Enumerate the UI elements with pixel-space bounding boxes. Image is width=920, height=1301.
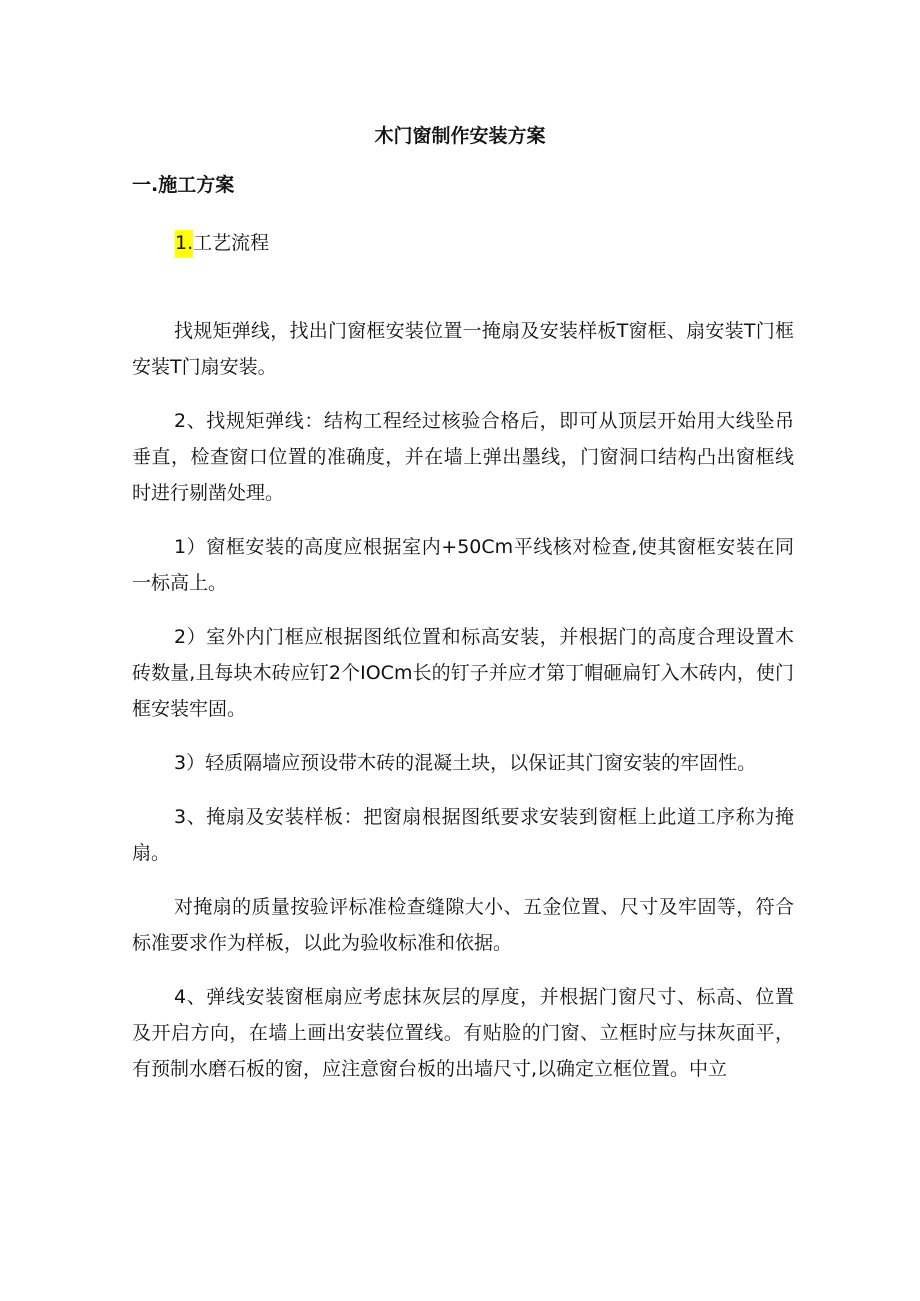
paragraph-snap-line-installation: 4、弹线安装窗框扇应考虑抹灰层的厚度，并根据门窗尺寸、标高、位置及开启方向，在墙上画出安装位置线。有贴脸的门窗、立框时应与抹灰面平，有预制水磨石板的窗，应注意窗台板的出墙尺寸,以确定立框位置。中立 [132, 986, 794, 1080]
paragraph-sash-quality-check: 对掩扇的质量按验评标准检查缝隙大小、五金位置、尺寸及牢固等，符合标准要求作为样板，以此为验收标准和依据。 [132, 896, 794, 954]
subheading [175, 229, 269, 257]
paragraph-find-rules-snap-line: 2、找规矩弹线：结构工程经过核验合格后，即可从顶层开始用大线坠吊垂直，检查窗口位置的准确度，并在墙上弹出墨线，门窗洞口结构凸出窗框线时进行剔凿处理。 [132, 410, 794, 504]
paragraph-sash-fitting-sample: 3、掩扇及安装样板：把窗扇根据图纸要求安装到窗框上此道工序称为掩扇。 [132, 806, 794, 864]
paragraph-partition-wall: 3）轻质隔墙应预设带木砖的混凝土块，以保证其门窗安装的牢固性。 [174, 752, 757, 774]
document-title: 木门窗制作安装方案 [374, 125, 546, 147]
paragraph-door-frame-position: 2）室外内门框应根据图纸位置和标高安装，并根据门的高度合理设置木砖数量,且每块木砖应钉2个IOCm长的钉子并应才第丁帽砸扁钉入木砖内，使门框安装牢固。 [132, 626, 794, 720]
section-heading: 一.施工方案 [132, 174, 235, 196]
subheading-text: 工艺流程 [193, 232, 270, 254]
paragraph-window-frame-height: 1）窗框安装的高度应根据室内+50Cm平线核对检查,使其窗框安装在同一标高上。 [132, 536, 794, 594]
highlighted-number: 1. [175, 230, 193, 258]
body-text [132, 313, 794, 1087]
paragraph-process-flow: 找规矩弹线，找出门窗框安装位置一掩扇及安装样板T窗框、扇安装T门框安装T门扇安装。 [132, 320, 794, 378]
